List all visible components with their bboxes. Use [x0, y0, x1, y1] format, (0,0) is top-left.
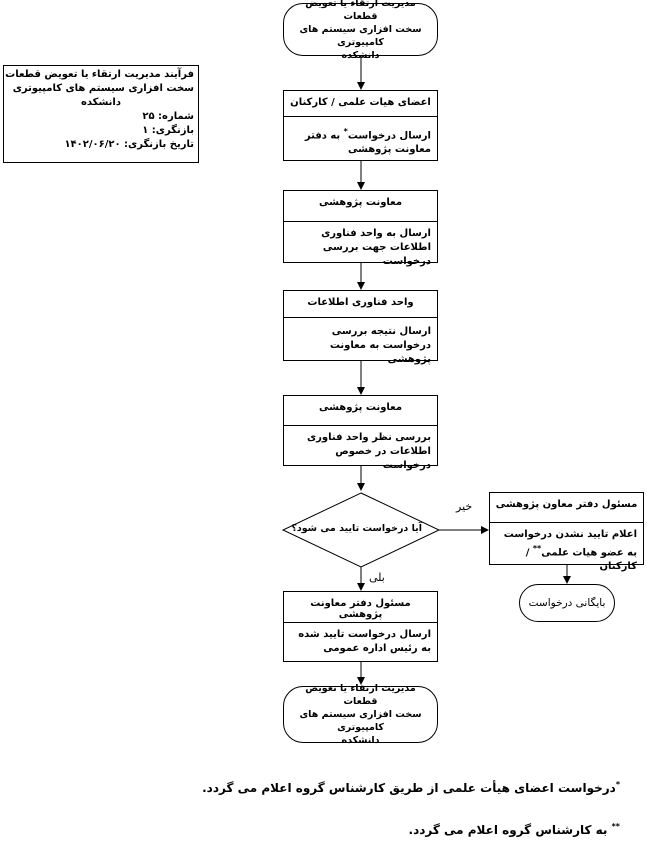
process-box-body: ارسال نتیجه بررسی درخواست به معاونت پژوهشی	[329, 326, 431, 365]
process-box-title: مسئول دفتر معاونت پژوهشی	[284, 592, 437, 623]
end-line2: سخت افزاری سیستم های کامپیوتری	[299, 709, 422, 733]
process-box-title: مسئول دفتر معاون پژوهشی	[490, 493, 643, 523]
process-box-title: معاونت پژوهشی	[284, 396, 437, 426]
decision-question: آیا درخواست تایید می شود؟	[291, 523, 422, 534]
start-line1: مدیریت ارتقاء یا تعویض قطعات	[305, 0, 416, 22]
process-box-approved-forward	[283, 591, 438, 662]
process-box-research-deputy-review	[283, 395, 438, 471]
footnote-1-text: درخواست اعضای هیأت علمی از طریق کارشناس گروه اعلام می گردد.	[202, 781, 616, 795]
process-title-line1: فرآیند مدیریت ارتقاء یا تعویض قطعات	[5, 69, 194, 80]
end-line3: دانشکده	[341, 735, 380, 746]
process-body-text-a: اعلام تایید نشدن درخواست به عضو هیات علمی	[503, 529, 637, 559]
archive-label: بایگانی درخواست	[528, 596, 606, 609]
process-box-body: ارسال درخواست تایید شده به رئیس اداره عمومی	[298, 629, 431, 654]
end-terminator	[283, 683, 438, 746]
process-box-it-unit	[283, 290, 438, 365]
process-box-title: معاونت پژوهشی	[284, 191, 437, 222]
process-body-text-b: به دفتر معاونت پژوهشی	[304, 130, 431, 156]
start-line2: سخت افزاری سیستم های کامپیوتری	[299, 24, 422, 48]
footnote-1	[202, 780, 620, 795]
process-box-title: واحد فناوری اطلاعات	[284, 291, 437, 318]
process-number: شماره: ۲۵	[142, 111, 194, 122]
footnote-mark: **	[532, 544, 542, 553]
footnote-1-mark: *	[615, 780, 620, 789]
process-box-body: ارسال به واحد فناوری اطلاعات جهت بررسی درخواست	[321, 228, 431, 267]
process-box-title: اعضای هیات علمی / کارکنان	[284, 91, 437, 117]
process-body-text-b: / کارکنان	[525, 547, 637, 573]
start-terminator	[283, 0, 438, 61]
process-title-line3: دانشکده	[81, 97, 121, 108]
process-box-body	[490, 523, 643, 577]
decision-yes-label: بلی	[369, 571, 385, 584]
decision-no-label: خیر	[456, 500, 473, 513]
archive-terminator	[519, 584, 615, 622]
process-box-body: بررسی نظر واحد فناوری اطلاعات در خصوص درخواست	[307, 432, 431, 471]
footnote-2-text: به کارشناس گروه اعلام می گردد.	[408, 823, 612, 837]
footnote-2-mark: **	[611, 822, 620, 831]
start-line3: دانشکده	[341, 50, 380, 61]
process-title-line2: سخت افزاری سیستم های کامپیوتری	[12, 83, 194, 94]
end-line1: مدیریت ارتقاء یا تعویض قطعات	[305, 683, 416, 707]
process-box-rejection-notice	[489, 492, 644, 573]
process-body-text-a: ارسال درخواست	[347, 130, 431, 142]
revision-number: بازنگری: ۱	[142, 125, 194, 136]
revision-date: تاریخ بازنگری: ۱۴۰۲/۰۶/۲۰	[64, 139, 194, 150]
process-info-box	[3, 65, 199, 163]
process-box-faculty-request	[283, 90, 438, 161]
process-box-body	[284, 117, 437, 160]
footnote-2	[409, 822, 620, 837]
process-box-research-deputy-forward	[283, 190, 438, 267]
footnote-mark: *	[343, 127, 348, 136]
